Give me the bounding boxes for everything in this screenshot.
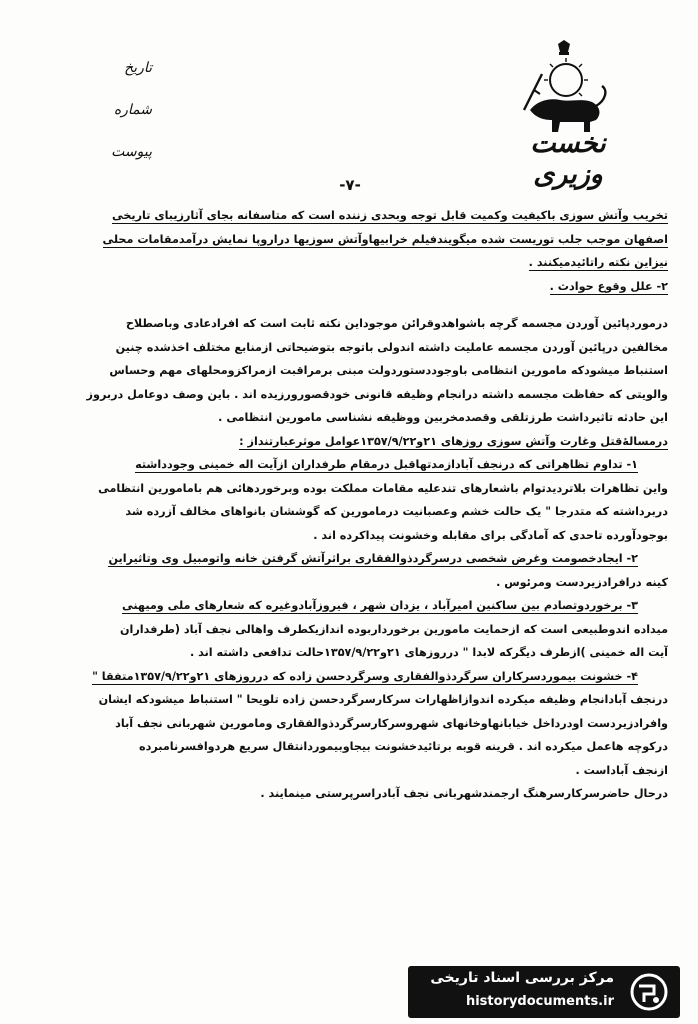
text-line: میداده اندوطبیعی است که ازحمایت مامورین برخورداربوده اندازیکطرف واهالی نجف آباد (طرفداران: [119, 622, 668, 636]
lion-and-sun-emblem-icon: [520, 40, 610, 135]
text-line: این حادثه تاثیرداشت طرزتلقی وقصدمخربین ووظیفه نشناسی مامورین انتظامی .: [218, 411, 668, 424]
text-line: واین تظاهرات بلاتردیدتوام باشعارهای تندعلیه مقامات مملکت بوده وبرخوردهائی هم بامامورین انتظامی: [98, 481, 668, 495]
list-item: ۴- خشونت بیموردسرکاران سرگردذوالفقاری وسرگردحسن زاده که درروزهای ۲۱و۱۳۵۷/۹/۲۲متفقا ": [92, 669, 638, 683]
text-line: درحال حاضرسرکارسرهنگ ارجمندشهربانی نجف آبادراسرپرستی مینمایند .: [260, 787, 668, 800]
text-line: دربرداشته که متدرجا " یک حالت خشم وعصبانیت درمامورین که گوششان بانواهای مخالف آزرده شد: [125, 505, 668, 518]
section-heading: ۲- علل وقوع حوادث .: [549, 279, 668, 293]
text-line: ازنجف آباداست .: [575, 763, 668, 777]
text-line: مخالفین درپائین آوردن مجسمه عاملیت داشته اندولی باتوجه بتوضیحاتی ازمنابع مختلف اخذشده چنین: [115, 340, 668, 354]
text-line: وافرادزیردست اودرداخل خیابانهاوخانهای شهروسرکارسرگردذوالفقاری ومامورین شهربانی نجف آباد: [115, 716, 668, 730]
number-label: شماره: [113, 102, 152, 118]
text-line: نیزاین نکته راتائیدمیکنند .: [528, 256, 668, 269]
office-title: نخست وزیری: [530, 128, 606, 190]
archive-watermark: [408, 966, 680, 1018]
archive-logo-icon: [628, 972, 670, 1012]
archive-name: مرکز بررسی اسناد تاریخی: [430, 970, 614, 986]
document-meta-labels: [62, 60, 152, 186]
text-line: درمسالۀقتل وغارت وآتش سوزی روزهای ۲۱و۱۳۵۷/۹/۲۲عوامل موثرعبارتنداز :: [239, 434, 668, 448]
text-line: والویتی که حفاظت مجسمه داشته درانجام وظیفه قانونی خودقصورورزیده اند . باین وصف دوعامل دربروز: [86, 387, 668, 401]
text-line: آیت اله خمینی )ازطرف دیگرکه لابدا " درروزهای ۲۱و۱۳۵۷/۹/۲۲حالت تدافعی داشته اند .: [190, 646, 668, 659]
archive-website: historydocuments.ir: [465, 994, 614, 1009]
text-line: درموردپائین آوردن مجسمه گرچه باشواهدوقرائن موجوداین نکته ثابت است که افرادعادی وباصطلاح: [125, 317, 668, 330]
text-line: اصفهان موجب جلب توریست شده میگویندفیلم خرابیهاوآتش سوزیها دراروپا نمایش درآمدمقامات محلی: [102, 232, 668, 246]
text-line: درنجف آبادانجام وظیفه میکرده اندوازاظهارات سرکارسرگردحسن زاده تلویحا " استنباط میشودکه ایشان: [98, 693, 668, 706]
page-number: -۷-: [339, 176, 361, 194]
text-line: تخریب وآتش سوزی باکیفیت وکمیت قابل توجه وبحدی زننده است که متاسفانه بجای آثارزیبای تاریخی: [112, 209, 668, 222]
attachment-label: پیوست: [111, 144, 152, 160]
document-body: [28, 204, 668, 806]
list-item: ۳- برخوردوتصادم بین ساکنین امیرآباد ، یزدان شهر ، فیروزآبادوغیره که شعارهای ملی ومیهنی: [122, 599, 638, 612]
text-line: استنباط میشودکه مامورین انتظامی باوجوددستوردولت مبنی برمراقبت ازمراکزومحلهای مهم وحساس: [109, 364, 668, 377]
text-line: بوجودآورده تاحدی که آمادگی برای مقابله وخشونت پیداکرده اند .: [313, 528, 668, 542]
list-item: ۱- تداوم تظاهراتی که درنجف آبادازمدتهاقبل درمقام طرفداران ازآیت اله خمینی وجودداشته: [135, 458, 638, 471]
date-label: تاریخ: [124, 60, 152, 76]
list-item: ۲- ایجادخصومت وغرض شخصی درسرگردذوالفقاری براثرآتش گرفتن خانه واتومبیل وی وتاثیراین: [108, 552, 638, 565]
text-line: کینه درافرادزیردست ومرئوس .: [496, 575, 668, 589]
text-line: درکوچه هاعمل میکرده اند . قرینه قوبه برتائیدخشونت بیجاوبیموردانتقال سریع هردوافسرنامبرده: [138, 740, 668, 753]
